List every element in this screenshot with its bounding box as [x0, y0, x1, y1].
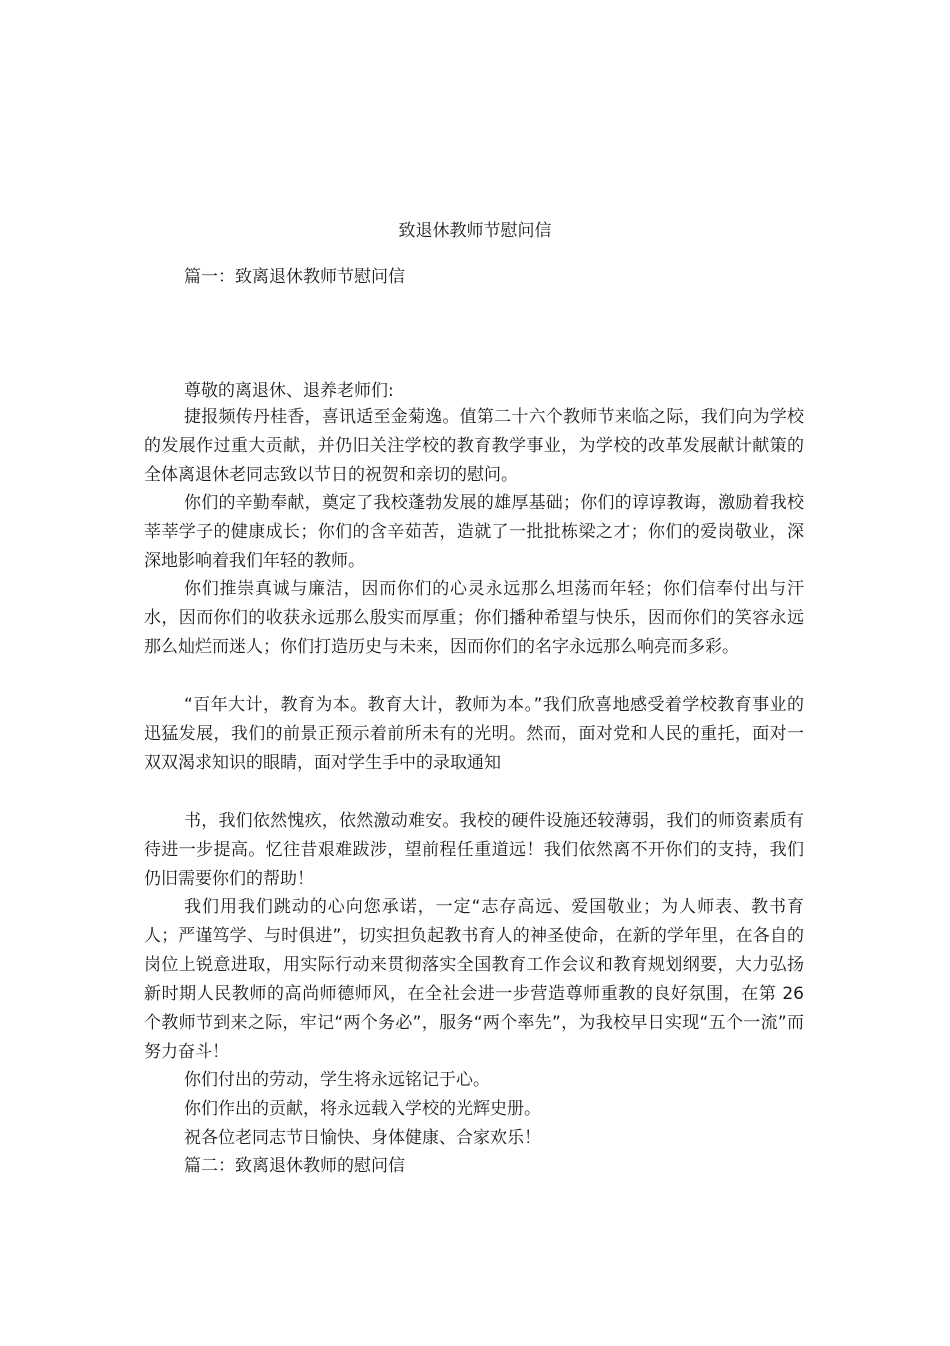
paragraph-1: 捷报频传丹桂香，喜讯适至金菊逸。值第二十六个教师节来临之际，我们向为学校的发展作过重大贡献，并仍旧关注学校的教育教学事业，为学校的改革发展献计献策的全体离退休老同志致以节日的祝贺和亲切的慰问。	[144, 407, 804, 485]
paragraph-6: 我们用我们跳动的心向您承诺，一定“志存高远、爱国敬业；为人师表、教书育人；严谨笃学、与时俱进”，切实担负起教书育人的神圣使命，在新的学年里，在各自的岗位上锐意进取，用实际行动来贯彻落实全国教育工作会议和教育规划纲要，大力弘扬新时期人民教师的高尚师德师风，在全社会进一步营造尊师重教的良好氛围，在第 26 个教师节到来之际，牢记“两个务必”，服务“两个率先”，为我校早日实现“五个一流”而努力奋斗！	[144, 897, 804, 1062]
paragraph-3: 你们推崇真诚与廉洁，因而你们的心灵永远那么坦荡而年轻；你们信奉付出与汗水，因而你们的收获永远那么殷实而厚重；你们播种希望与快乐，因而你们的笑容永远那么灿烂而迷人；你们打造历史与未来，因而你们的名字永远那么响亮而多彩。	[144, 579, 804, 657]
paragraph-4: “百年大计，教育为本。教育大计，教师为本。”我们欣喜地感受着学校教育事业的迅猛发展，我们的前景正预示着前所未有的光明。然而，面对党和人民的重托，面对一双双渴求知识的眼睛，面对学生手中的录取通知	[144, 695, 804, 773]
paragraph-9: 祝各位老同志节日愉快、身体健康、合家欢乐！	[184, 1128, 541, 1148]
salutation: 尊敬的离退休、退养老师们:	[184, 381, 394, 401]
document-title: 致退休教师节慰问信	[398, 221, 552, 241]
section-1-heading: 篇一：致离退休教师节慰问信	[184, 267, 405, 287]
section-2-heading: 篇二：致离退休教师的慰问信	[184, 1156, 405, 1176]
paragraph-5: 书，我们依然愧疚，依然激动难安。我校的硬件设施还较薄弱，我们的师资素质有待进一步提高。忆往昔艰难跋涉，望前程任重道远！我们依然离不开你们的支持，我们仍旧需要你们的帮助！	[144, 811, 804, 889]
paragraph-2: 你们的辛勤奉献，奠定了我校蓬勃发展的雄厚基础；你们的谆谆教诲，激励着我校莘莘学子的健康成长；你们的含辛茹苦，造就了一批批栋梁之才；你们的爱岗敬业，深深地影响着我们年轻的教师。	[144, 493, 804, 571]
paragraph-8: 你们作出的贡献，将永远载入学校的光辉史册。	[184, 1099, 541, 1119]
paragraph-7: 你们付出的劳动，学生将永远铭记于心。	[184, 1070, 490, 1090]
